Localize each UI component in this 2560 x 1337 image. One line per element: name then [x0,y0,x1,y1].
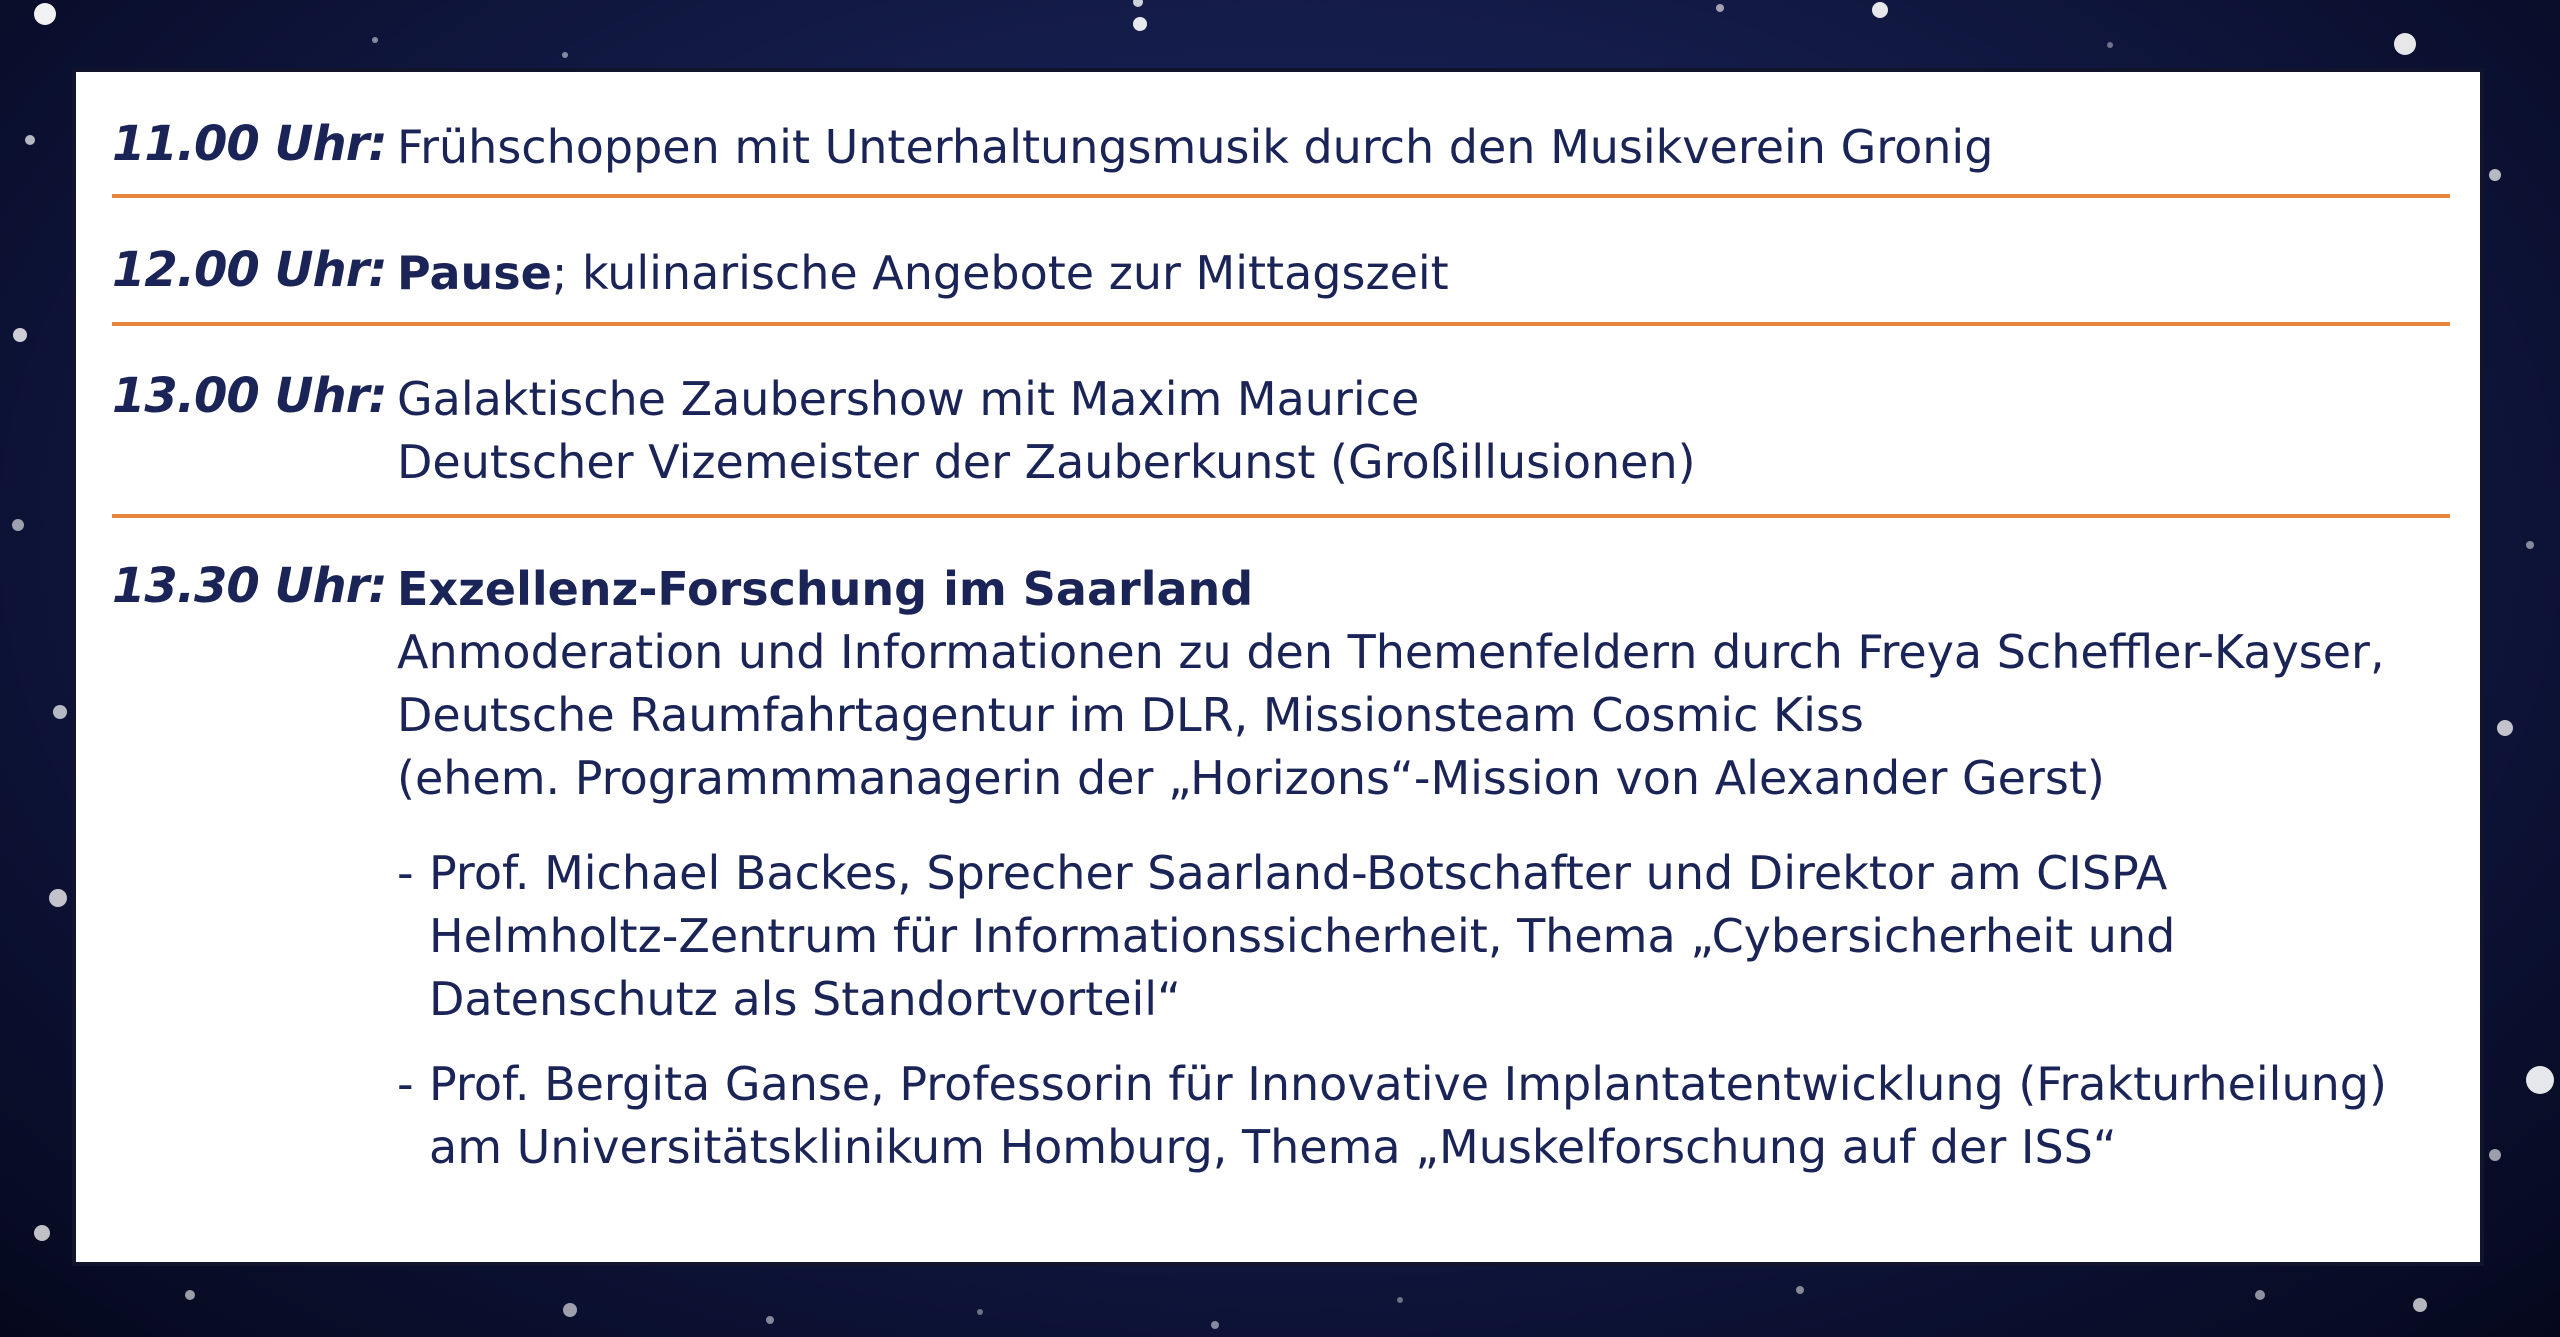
item-text-line: Datenschutz als Standortvorteil“ [429,972,1181,1026]
item-text-line: Deutsche Raumfahrtagentur im DLR, Missionsteam Cosmic Kiss [397,688,1864,742]
schedule-item-1100 [112,116,2450,176]
item-text-line: Anmoderation und Informationen zu den Themenfeldern durch Freya Scheffler-Kayser, [397,625,2385,679]
item-title: Pause [397,246,552,300]
item-text: Frühschoppen mit Unterhaltungsmusik durch den Musikverein Gronig [397,120,1994,174]
item-text-line: Prof. Bergita Ganse, Professorin für Innovative Implantatentwicklung (Frakturheilung) [429,1057,2387,1111]
speaker-list-item [397,842,2450,1031]
divider [112,322,2450,326]
time-label: 11.00 Uhr: [112,116,387,172]
time-label: 13.00 Uhr: [112,368,387,424]
item-title: Exzellenz-Forschung im Saarland [397,562,1254,616]
speaker-list-item [397,1053,2450,1179]
item-text-line: Helmholtz-Zentrum für Informationssicherheit, Thema „Cybersicherheit und [429,909,2176,963]
item-description [397,558,2450,1179]
item-text: ; kulinarische Angebote zur Mittagszeit [551,246,1449,300]
item-text-line: (ehem. Programmmanagerin der „Horizons“-Mission von Alexander Gerst) [397,751,2105,805]
divider [112,194,2450,198]
item-description [397,242,2450,305]
time-label: 13.30 Uhr: [112,558,387,614]
schedule-item-1200 [112,242,2450,302]
item-text-line: am Universitätsklinikum Homburg, Thema „Muskelforschung auf der ISS“ [429,1120,2117,1174]
schedule-item-1300 [112,368,2450,494]
bullet-dash: - [397,1057,414,1111]
item-description [397,368,2450,494]
bullet-dash: - [397,846,414,900]
divider [112,514,2450,518]
time-label: 12.00 Uhr: [112,242,387,298]
item-description [397,116,2450,179]
item-text-line: Prof. Michael Backes, Sprecher Saarland-Botschafter und Direktor am CISPA [429,846,2168,900]
item-text-line: Galaktische Zaubershow mit Maxim Maurice [397,372,1420,426]
program-panel [72,68,2484,1266]
schedule-item-1330 [112,558,2450,1238]
item-text-line: Deutscher Vizemeister der Zauberkunst (Großillusionen) [397,435,1696,489]
